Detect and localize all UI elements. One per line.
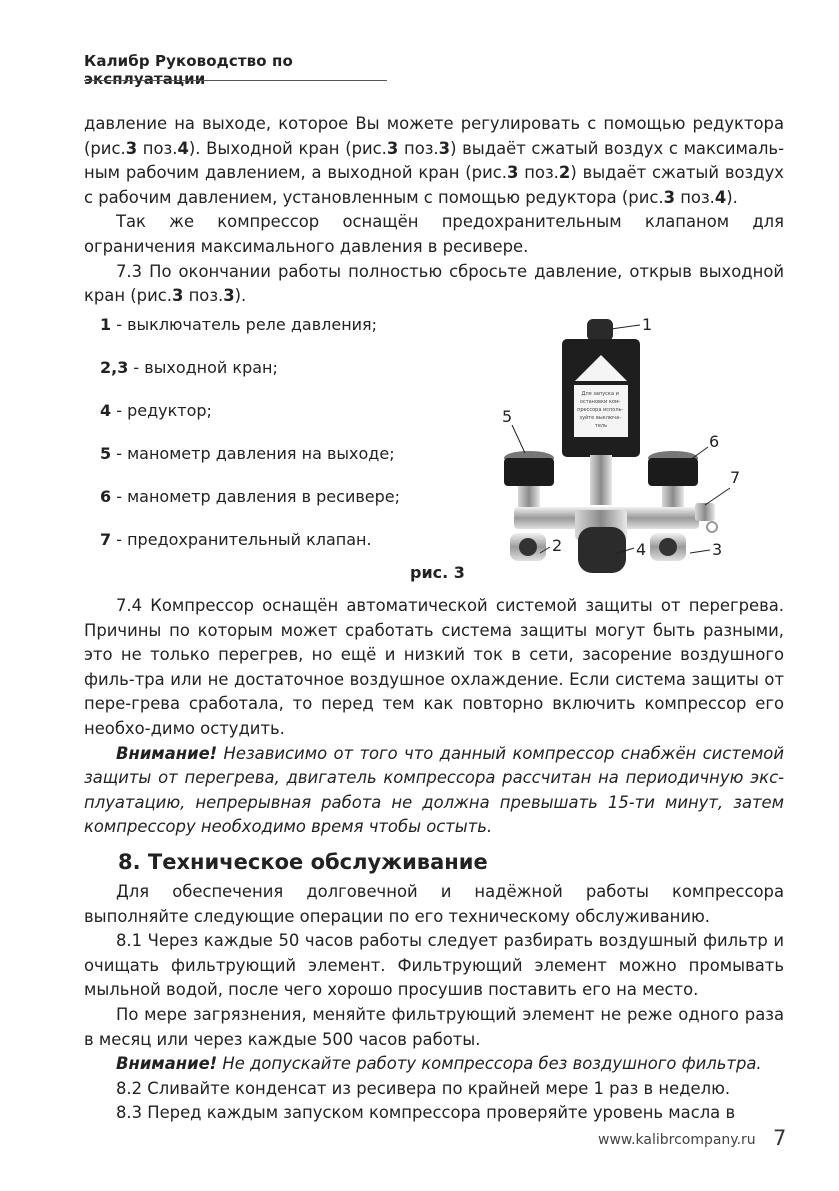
label-7: 7 [730,468,741,487]
paragraph-7-4: 7.4 Компрессор оснащён автоматической системой защиты от перегрева. Причины по которым может сработать система защиты могут быть разными, это не только перегрев, но ещё и низкий ток в сети, засорение воздушного филь-тра или не достаточное воздушное охлаждение. Если система защиты от пере-грева сработала, то перед тем как повторно включить компрессор его необхо-димо остудить. [84,596,784,738]
regulator-knob [578,527,626,573]
paragraph-filter-replace: По мере загрязнения, меняйте фильтрующий элемент не реже одного раза в месяц или через каждые 500 часов работы. [84,1004,784,1049]
legend-item: 1 - выключатель реле давления; [100,315,378,334]
paragraph-8-3: 8.3 Перед каждым запуском компрессора проверяйте уровень масла в [116,1103,736,1123]
label-6: 6 [709,432,720,451]
label-4: 4 [636,540,647,559]
section-8-body [84,880,784,1126]
label-3: 3 [712,540,723,559]
gauge-output [504,458,554,486]
label-2: 2 [552,536,563,555]
legend-item: 4 - редуктор; [100,401,212,420]
footer-website: www.kalibrcompany.ru [598,1132,756,1148]
figure-caption: рис. 3 [410,563,465,582]
section-title: 8. Техническое обслуживание [118,850,488,874]
legend-item: 2,3 - выходной кран; [100,358,278,377]
label-5: 5 [502,407,513,426]
sticker-text: Для запуска и остановки ком- прессора исполь- зуйте выключа- тель [577,391,624,429]
paragraph-8-1: 8.1 Через каждые 50 часов работы следует разбирать воздушный фильтр и очищать фильтрующий элемент. Фильтрующий элемент можно промывать мыльной водой, после чего хорошо просушив поставить его на место. [84,931,784,1000]
warning-overheat: Внимание! Независимо от того что данный компрессор снабжён системой защиты от перегрева, двигатель компрессора рассчитан на периодичную экс-плуатацию, непрерывная работа не должна превышать 15-ти минут, затем компрессору необходимо время чтобы остыть. [84,743,784,837]
intro-block [84,112,784,309]
legend-item: 7 - предохранительный клапан. [100,530,372,549]
paragraph-8-2: 8.2 Сливайте конденсат из ресивера по крайней мере 1 раз в неделю. [116,1078,731,1098]
header-rule [84,80,387,81]
paragraph-8-intro: Для обеспечения долговечной и надёжной работы компрессора выполняйте следующие операции по его техническому обслуживанию. [84,882,784,926]
pressure-switch-figure [490,305,780,580]
page-number: 7 [773,1126,787,1150]
warning-filter: Внимание! Не допускайте работу компрессора без воздушного фильтра. [116,1054,762,1074]
gauge-receiver [648,458,698,486]
central-stem [590,455,612,505]
switch-button [587,319,613,341]
paragraph-pressure: давление на выходе, которое Вы можете регулировать с помощью редуктора (рис.3 поз.4). Выходной кран (рис.3 поз.3) выдаёт сжатый воздух с максималь- ным рабочим давлением, а выходной кран (рис.3 поз.2) выдаёт сжатый воздух с рабочим давлением, установленным с помощью редуктора (рис.3 поз.4). [84,114,785,207]
paragraph-7-3: 7.3 По окончании работы полностью сбросьте давление, открыв выходной кран (рис.3 поз.3). [84,261,784,306]
label-1: 1 [642,315,653,334]
legend-item: 6 - манометр давления в ресивере; [100,487,400,506]
running-header: Калибр Руководство по эксплуатации [84,52,293,88]
paragraph-7-4-block [84,594,784,840]
safety-valve [695,503,715,521]
paragraph-safety-valve: Так же компрессор оснащён предохранительным клапаном для ограничения максимального давления в ресивере. [84,212,784,256]
legend-item: 5 - манометр давления на выходе; [100,444,395,463]
